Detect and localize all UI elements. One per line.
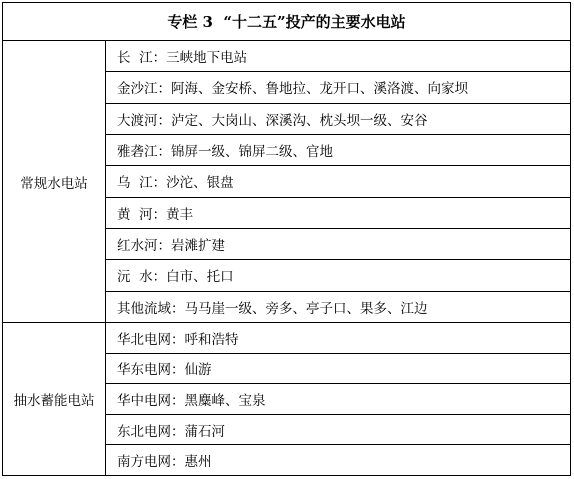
category-cell: 抽水蓄能电站	[3, 323, 106, 475]
table-row: 南方电网：惠州	[117, 454, 212, 471]
group-pumped-storage	[3, 323, 570, 475]
table-row: 华中电网：黑麋峰、宝泉	[106, 384, 570, 415]
table-row: 黄 河：黄丰	[106, 198, 570, 229]
table-title: 专栏 3 “十二五”投产的主要水电站	[3, 3, 570, 41]
table-row: 金沙江：阿海、金安桥、鲁地拉、龙开口、溪洛渡、向家坝	[106, 72, 570, 103]
table-row: 华东电网：仙游	[106, 354, 570, 385]
hydropower-table	[2, 2, 571, 476]
group-conventional	[3, 41, 570, 323]
category-cell: 常规水电站	[3, 41, 106, 322]
table-row: 华北电网：呼和浩特	[106, 323, 570, 354]
table-row: 乌 江：沙沱、银盘	[106, 166, 570, 197]
table-row: 红水河：岩滩扩建	[106, 229, 570, 260]
table-row: 长 江：三峡地下电站	[106, 41, 570, 72]
table-row: 其他流域：马马崖一级、旁多、亭子口、果多、江边	[117, 300, 428, 317]
table-row: 沅 水：白市、托口	[106, 260, 570, 291]
table-row: 雅砻江：锦屏一级、锦屏二级、官地	[106, 135, 570, 166]
table-row: 大渡河：泸定、大岗山、深溪沟、枕头坝一级、安谷	[106, 104, 570, 135]
table-row: 东北电网：蒲石河	[106, 415, 570, 446]
